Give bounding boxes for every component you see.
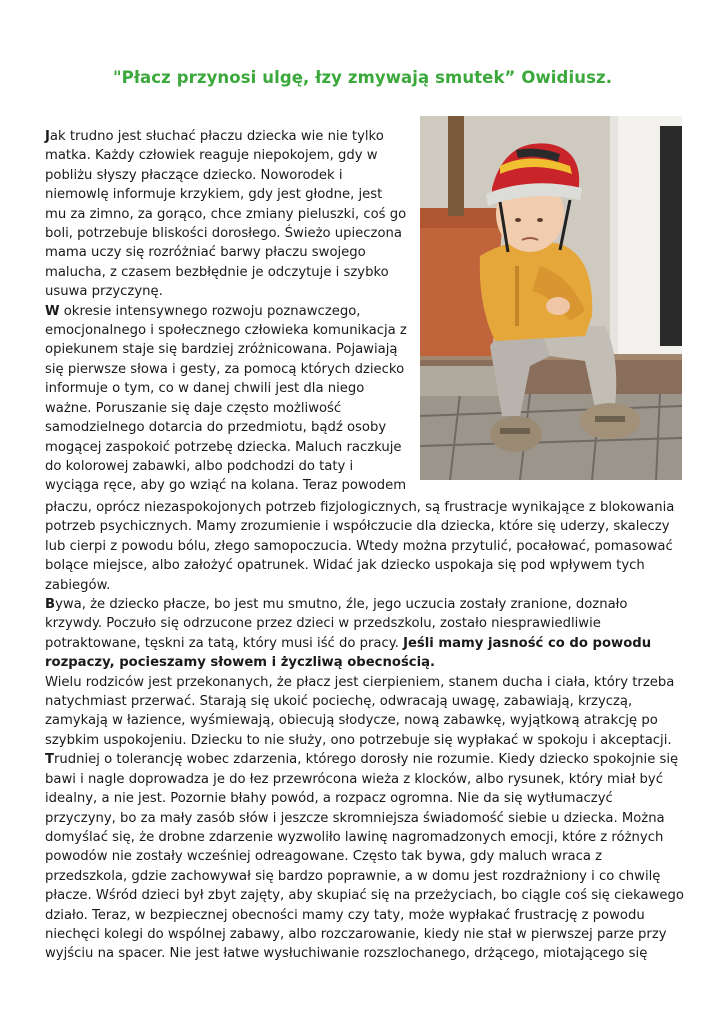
- text-segment: się pierwsze słowa i gesty, za pomocą których dziecko: [45, 361, 405, 377]
- article-text-full: [45, 498, 690, 964]
- text-line: [45, 146, 425, 165]
- text-line: [45, 944, 690, 963]
- text-segment: emocjonalnego i społecznego człowieka komunikacja z: [45, 323, 407, 339]
- text-segment: pobliżu słyszy płaczące dziecko. Noworodek i: [45, 167, 343, 183]
- text-segment: zamykają w łazience, wyśmiewają, obiecują słodycze, nową zabawkę, wyjątkową atrakcję po: [45, 713, 658, 729]
- text-line: [45, 847, 690, 866]
- bold-text-segment: J: [45, 129, 50, 144]
- text-segment: okresie intensywnego rozwoju poznawczego,: [59, 303, 361, 319]
- text-segment: mama uczy się rozróżniać barwy płaczu swojego: [45, 245, 366, 261]
- text-segment: bawi i nagle doprowadza je do łez przewrócona wieża z klocków, albo rysunek, który miał być: [45, 771, 663, 787]
- text-segment: bolące miejsce, albo założyć opatrunek. Widać jak dziecko uspokaja się pod wpływem tych: [45, 558, 645, 574]
- text-line: [45, 828, 690, 847]
- text-segment: mu za zimno, za gorąco, chce zmiany pieluszki, coś go: [45, 206, 407, 222]
- text-line: [45, 537, 690, 556]
- text-line: [45, 399, 425, 418]
- text-segment: malucha, z czasem bezbłędnie je odczytuje i szybko: [45, 264, 389, 280]
- text-line: [45, 360, 425, 379]
- text-line: [45, 302, 425, 321]
- text-line: [45, 614, 690, 633]
- text-line: [45, 476, 425, 495]
- text-line: [45, 789, 690, 808]
- text-line: [45, 185, 425, 204]
- text-segment: zabiegów.: [45, 577, 111, 593]
- text-line: [45, 576, 690, 595]
- page-title: "Płacz przynosi ulgę, łzy zmywają smutek” Owidiusz.: [112, 68, 613, 87]
- text-segment: domyślać się, że drobne zdarzenie wyzwoliło lawinę nagromadzonych emocji, które z różnych: [45, 829, 664, 845]
- text-segment: wyjściu na spacer. Nie jest łatwe wysłuchiwanie rozszlochanego, drżącego, miotającego się: [45, 946, 648, 962]
- text-segment: działo. Teraz, w bezpiecznej obecności mamy czy taty, może wypłakać frustrację z powodu: [45, 907, 645, 923]
- text-segment: Wielu rodziców jest przekonanych, że płacz jest cierpieniem, stanem ducha i ciała, który trzeba: [45, 674, 675, 690]
- text-line: [45, 711, 690, 730]
- text-line: [45, 379, 425, 398]
- text-line: [45, 886, 690, 905]
- text-line: [45, 634, 690, 653]
- text-segment: niemowlę informuje krzykiem, gdy jest głodne, jest: [45, 187, 383, 203]
- text-segment: natychmiast przerwać. Starają się ukoić pociechę, odwracają uwagę, zabawiają, krzyczą,: [45, 694, 633, 710]
- text-line: [45, 556, 690, 575]
- text-segment: powodów nie zostały wcześniej odreagowane. Często tak bywa, gdy maluch wraca z: [45, 849, 603, 865]
- text-segment: krzywdy. Poczuło się odrzucone przez dzieci w przedszkolu, zostało niesprawiedliwie: [45, 616, 601, 632]
- text-line: [45, 731, 690, 750]
- text-line: [45, 263, 425, 282]
- text-segment: rudniej o tolerancję wobec zdarzenia, którego dorosły nie rozumie. Kiedy dziecko spokojnie się: [54, 752, 679, 768]
- text-line: [45, 166, 425, 185]
- text-segment: niechęci kolegi do wspólnej zabawy, albo rozczarowanie, kiedy nie stał w pierwszej parze przy: [45, 926, 667, 942]
- text-line: [45, 867, 690, 886]
- text-line: [45, 809, 690, 828]
- text-segment: ak trudno jest słuchać płaczu dziecka wie nie tylko: [49, 129, 384, 144]
- bold-text-segment: W: [45, 303, 60, 319]
- text-segment: potraktowane, tęskni za tatą, który musi iść do pracy.: [45, 635, 404, 651]
- text-line: [45, 418, 425, 437]
- text-segment: idealny, a nie jest. Pozornie błahy powód, a rozpacz ogromna. Nie da się wytłumaczyć: [45, 791, 613, 807]
- text-segment: przedszkola, gdzie zachowywał się bardzo poprawnie, a w domu jest rozdrażniony i co chwilę: [45, 868, 661, 884]
- text-line: [45, 653, 690, 672]
- text-line: [45, 906, 690, 925]
- text-line: [45, 243, 425, 262]
- bold-text-segment: T: [45, 752, 54, 768]
- text-line: [45, 457, 425, 476]
- text-segment: szybkim uspokojeniu. Dziecku to nie służy, ono potrzebuje się wypłakać w spokoju i akceptacji.: [45, 732, 672, 748]
- text-line: [45, 498, 690, 517]
- text-segment: boli, potrzebuje bliskości dorosłego. Świeżo upieczona: [45, 226, 402, 242]
- text-segment: do kolorowej zabawki, albo podchodzi do taty i: [45, 458, 354, 474]
- text-line: [45, 750, 690, 769]
- text-segment: lub cierpi z powodu bólu, złego samopoczucia. Wtedy można przytulić, pocałować, pomasować: [45, 538, 673, 554]
- text-line: [45, 282, 425, 301]
- text-line: [45, 438, 425, 457]
- article-text-top: [45, 127, 425, 496]
- text-segment: opiekunem staje się bardziej zróżnicowana. Pojawiają: [45, 342, 398, 358]
- text-line: [45, 517, 690, 536]
- text-line: [45, 321, 425, 340]
- text-segment: usuwa przyczynę.: [45, 284, 163, 300]
- text-line: [45, 673, 690, 692]
- bold-text-segment: B: [45, 597, 56, 613]
- text-segment: matka. Każdy człowiek reaguje niepokojem, gdy w: [45, 148, 378, 164]
- text-segment: ywa, że dziecko płacze, bo jest mu smutno, źle, jego uczucia zostały zranione, doznało: [55, 597, 628, 613]
- bold-text-segment: rozpaczy, pocieszamy słowem i życzliwą obecnością.: [45, 655, 436, 671]
- text-line: [45, 925, 690, 944]
- sad-child-photo: [420, 116, 682, 480]
- text-segment: potrzeb psychicznych. Mamy zrozumienie i współczucie dla dziecka, które się uderzy, skaleczy: [45, 519, 670, 535]
- text-line: [45, 595, 690, 614]
- text-segment: przyczyny, bo za mały zasób słów i jeszcze skromniejsza świadomość siebie u dziecka. Można: [45, 810, 665, 826]
- text-line: [45, 127, 425, 146]
- text-segment: płacze. Wśród dzieci był zbyt zajęty, aby skupiać się na przeżyciach, bo ciągle coś się ciekawego: [45, 888, 684, 904]
- text-segment: samodzielnego dotarcia do przedmiotu, bądź osoby: [45, 420, 387, 436]
- text-segment: mogącej zaspokoić potrzebę dziecka. Maluch raczkuje: [45, 439, 402, 455]
- text-line: [45, 205, 425, 224]
- text-segment: płaczu, oprócz niezaspokojonych potrzeb fizjologicznych, są frustracje wynikające z blokowania: [45, 500, 675, 515]
- bold-text-segment: Jeśli mamy jasność co do powodu: [403, 635, 652, 651]
- text-segment: ważne. Poruszanie się daje często możliwość: [45, 400, 342, 416]
- text-line: [45, 340, 425, 359]
- text-segment: wyciąga ręce, aby go wziąć na kolana. Teraz powodem: [45, 478, 407, 494]
- text-line: [45, 770, 690, 789]
- text-segment: informuje o tym, co w danej chwili jest dla niego: [45, 381, 365, 397]
- text-line: [45, 224, 425, 243]
- text-line: [45, 692, 690, 711]
